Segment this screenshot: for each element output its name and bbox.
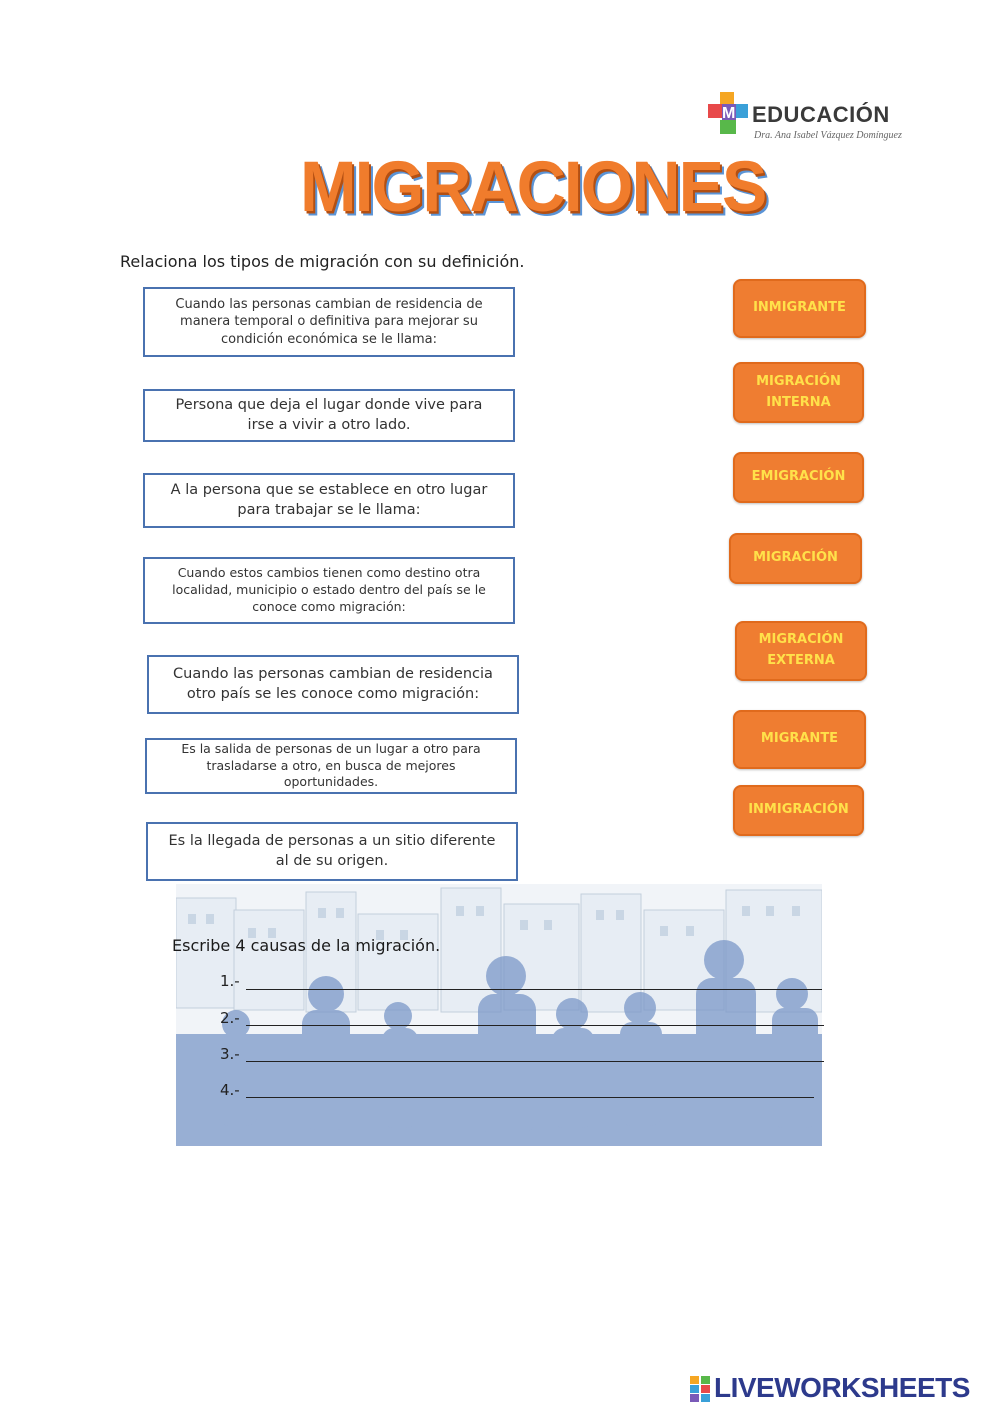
definition-text: Cuando estos cambios tienen como destino otra localidad, municipio o estado dentro del país se le conoce como migración: xyxy=(172,565,486,614)
term-inmigrante[interactable]: INMIGRANTE xyxy=(733,279,866,338)
definition-box[interactable] xyxy=(143,287,515,357)
definition-box[interactable] xyxy=(145,738,517,794)
causes-title: Escribe 4 causas de la migración. xyxy=(172,936,441,955)
term-emigracion[interactable]: EMIGRACIÓN xyxy=(733,452,864,503)
logo-subtitle: Dra. Ana Isabel Vázquez Domínguez xyxy=(754,130,902,141)
term-migracion-interna[interactable]: MIGRACIÓN INTERNA xyxy=(733,362,864,423)
instruction-text: Relaciona los tipos de migración con su definición. xyxy=(120,252,525,271)
liveworksheets-brand xyxy=(690,1372,990,1408)
definition-text: Cuando las personas cambian de residencia otro país se les conoce como migración: xyxy=(173,665,493,702)
answer-line xyxy=(246,1061,824,1062)
cause-label: 1.- xyxy=(220,972,240,990)
definition-text: Es la salida de personas de un lugar a otro para trasladarse a otro, en busca de mejores oportunidades. xyxy=(181,740,481,790)
svg-text:M: M xyxy=(722,105,736,122)
logo-name: EDUCACIÓN xyxy=(752,102,890,127)
definition-box[interactable] xyxy=(143,389,515,442)
definition-box[interactable] xyxy=(146,822,518,881)
cause-label: 3.- xyxy=(220,1045,240,1063)
term-migracion-externa[interactable]: MIGRACIÓN EXTERNA xyxy=(735,621,867,681)
liveworksheets-logo-icon xyxy=(690,1376,712,1402)
term-migrante[interactable]: MIGRANTE xyxy=(733,710,866,769)
cause-label: 2.- xyxy=(220,1009,240,1027)
definition-box[interactable] xyxy=(143,473,515,528)
definition-text: Cuando las personas cambian de residencia de manera temporal o definitiva para mejorar su condición económica se le llama: xyxy=(175,296,483,347)
definition-text: Es la llegada de personas a un sitio diferente al de su origen. xyxy=(168,832,496,869)
answer-line xyxy=(246,1025,824,1026)
answer-line xyxy=(246,989,822,990)
page-title: MIGRACIONES xyxy=(300,147,766,227)
answer-line xyxy=(246,1097,814,1098)
definition-box[interactable] xyxy=(143,557,515,624)
education-logo xyxy=(706,92,906,148)
term-inmigracion[interactable]: INMIGRACIÓN xyxy=(733,785,864,836)
cause-label: 4.- xyxy=(220,1081,240,1099)
logo-blocks-icon xyxy=(706,92,750,144)
definition-text: Persona que deja el lugar donde vive para irse a vivir a otro lado. xyxy=(175,396,483,433)
brand-name: LIVEWORKSHEETS xyxy=(714,1372,970,1403)
definition-text: A la persona que se establece en otro lugar para trabajar se le llama: xyxy=(170,481,488,518)
definition-box[interactable] xyxy=(147,655,519,714)
term-migracion[interactable]: MIGRACIÓN xyxy=(729,533,862,584)
